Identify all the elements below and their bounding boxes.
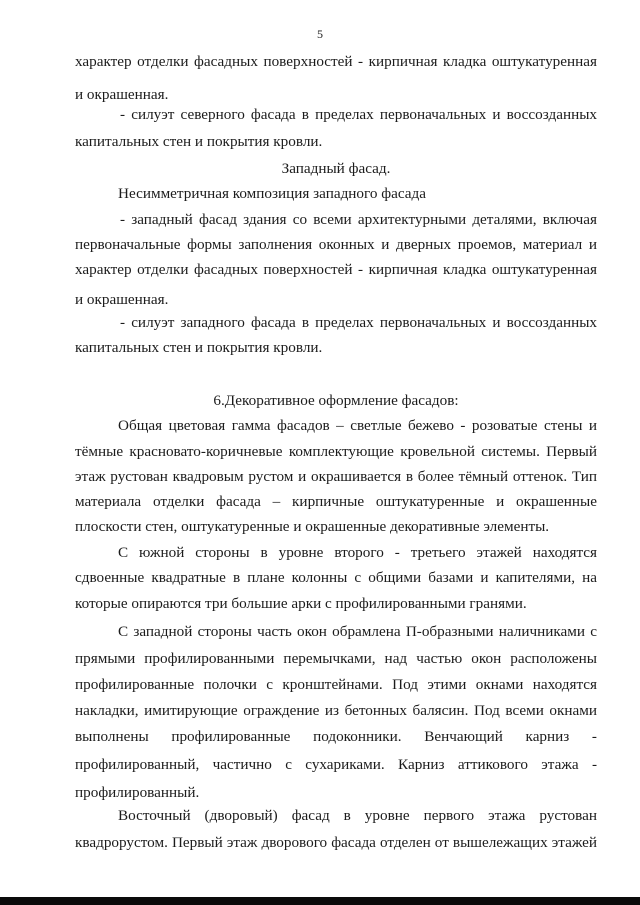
text-line: капитальных стен и покрытия кровли. bbox=[75, 133, 323, 150]
text-line: профилированные полочки с кронштейнами. Под этими окнами находятся bbox=[75, 676, 597, 693]
text-line: плоскости стен, оштукатуренные и окрашенные декоративные элементы. bbox=[75, 518, 550, 535]
text-line: первоначальные формы заполнения оконных и дверных проемов, материал и bbox=[75, 236, 597, 253]
text-line: С западной стороны часть окон обрамлена П-образными наличниками с bbox=[118, 623, 597, 640]
text-line: и окрашенная. bbox=[75, 86, 169, 103]
text-line: этаж рустован квадровым рустом и окрашивается в более тёмный оттенок. Тип bbox=[75, 468, 597, 485]
text-line: Общая цветовая гамма фасадов – светлые бежево - розоватые стены и bbox=[118, 417, 597, 434]
text-line: - силуэт северного фасада в пределах первоначальных и воссозданных bbox=[120, 106, 597, 123]
text-line: Несимметричная композиция западного фасада bbox=[118, 185, 426, 202]
text-line: и окрашенная. bbox=[75, 291, 169, 308]
text-line: накладки, имитирующие ограждение из бетонных балясин. Под всеми окнами bbox=[75, 702, 597, 719]
text-line: сдвоенные квадратные в плане колонны с общими базами и капителями, на bbox=[75, 569, 597, 586]
text-line: капитальных стен и покрытия кровли. bbox=[75, 339, 323, 356]
page-number: 5 bbox=[317, 27, 323, 41]
text-line: Восточный (дворовый) фасад в уровне первого этажа рустован bbox=[118, 807, 597, 824]
section-subheading: Западный фасад. bbox=[281, 160, 391, 177]
section-heading: 6.Декоративное оформление фасадов: bbox=[213, 392, 459, 409]
scan-edge-bar bbox=[0, 897, 640, 905]
text-line: профилированный, частично с сухариками. Карниз аттикового этажа - bbox=[75, 756, 597, 773]
text-line: выполнены профилированные подоконники. Венчающий карниз - bbox=[75, 728, 597, 745]
text-line: С южной стороны в уровне второго - третьего этажей находятся bbox=[118, 544, 597, 561]
text-line: тёмные красновато-коричневые комплектующие кровельной системы. Первый bbox=[75, 443, 597, 460]
text-line: квадрорустом. Первый этаж дворового фасада отделен от вышележащих этажей bbox=[75, 834, 597, 851]
text-line: характер отделки фасадных поверхностей - кирпичная кладка оштукатуренная bbox=[75, 53, 597, 70]
text-line: - силуэт западного фасада в пределах первоначальных и воссозданных bbox=[120, 314, 597, 331]
text-line: которые опираются три большие арки с профилированными гранями. bbox=[75, 595, 527, 612]
text-line: характер отделки фасадных поверхностей - кирпичная кладка оштукатуренная bbox=[75, 261, 597, 278]
text-line: - западный фасад здания со всеми архитектурными деталями, включая bbox=[120, 211, 597, 228]
text-line: прямыми профилированными перемычками, над частью окон расположены bbox=[75, 650, 597, 667]
text-line: профилированный. bbox=[75, 784, 200, 801]
text-line: материала отделки фасада – кирпичные оштукатуренные и окрашенные bbox=[75, 493, 597, 510]
